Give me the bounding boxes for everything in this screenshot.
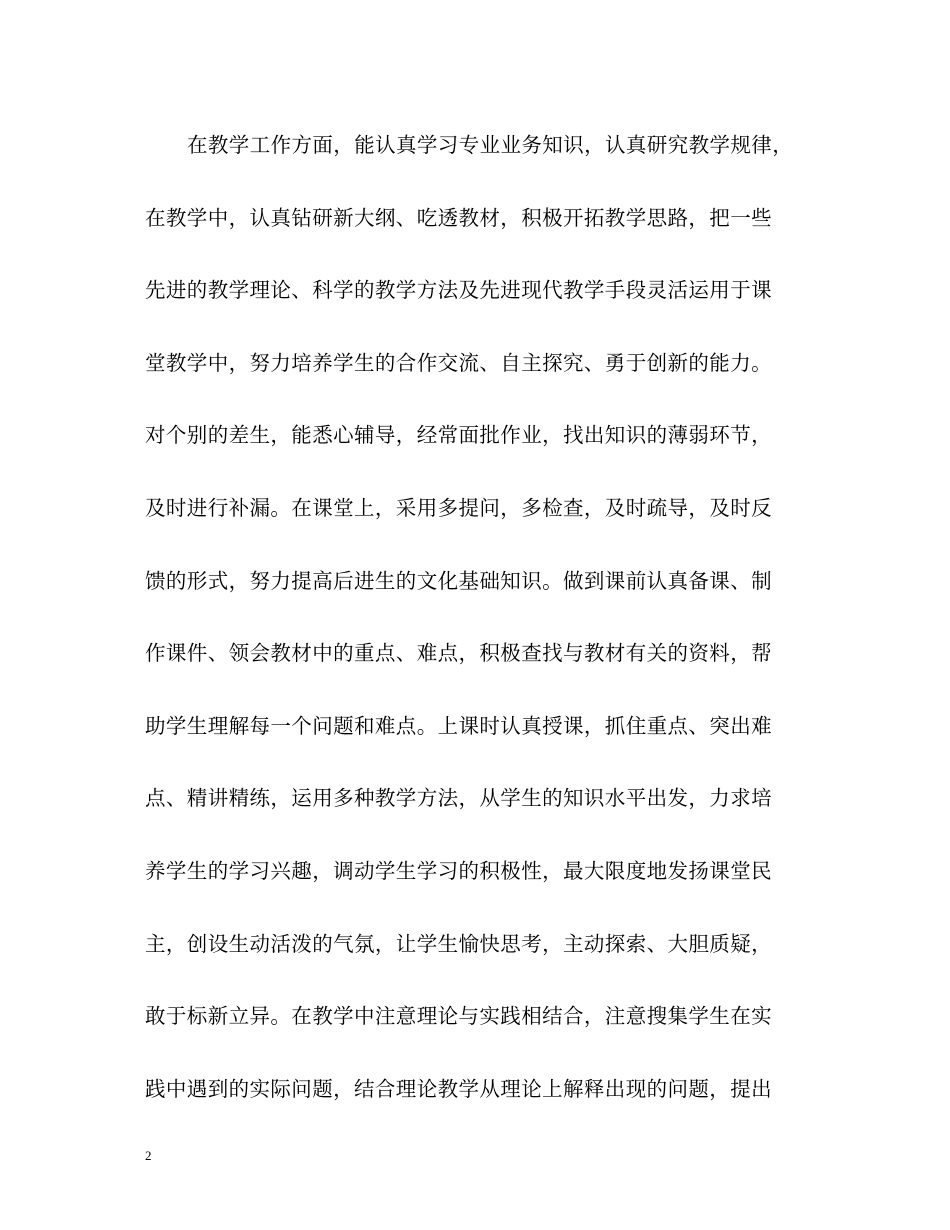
text-line: 敢于标新立异。在教学中注意理论与实践相结合，注意搜集学生在实	[145, 1004, 772, 1029]
text-line: 点、精讲精练，运用多种教学方法，从学生的知识水平出发，力求培	[145, 786, 772, 811]
text-line: 先进的教学理论、科学的教学方法及先进现代教学手段灵活运用于课	[145, 278, 772, 303]
text-line: 对个别的差生，能悉心辅导，经常面批作业，找出知识的薄弱环节，	[145, 423, 772, 448]
body-paragraph	[145, 125, 815, 1141]
text-line: 在教学工作方面，能认真学习专业业务知识，认真研究教学规律，	[187, 133, 794, 157]
text-line: 助学生理解每一个问题和难点。上课时认真授课，抓住重点、突出难	[145, 713, 772, 738]
text-line: 养学生的学习兴趣，调动学生学习的积极性，最大限度地发扬课堂民	[145, 858, 772, 883]
text-line: 馈的形式，努力提高后进生的文化基础知识。做到课前认真备课、制	[145, 568, 772, 593]
text-line: 践中遇到的实际问题，结合理论教学从理论上解释出现的问题，提出	[145, 1076, 772, 1101]
text-line: 及时进行补漏。在课堂上，采用多提问，多检查，及时疏导，及时反	[145, 495, 772, 520]
text-line: 堂教学中，努力培养学生的合作交流、自主探究、勇于创新的能力。	[145, 350, 772, 375]
text-line: 作课件、领会教材中的重点、难点，积极查找与教材有关的资料，帮	[145, 641, 772, 666]
text-line: 在教学中，认真钻研新大纲、吃透教材，积极开拓教学思路，把一些	[145, 205, 772, 230]
page-number: 2	[145, 1148, 152, 1163]
text-line: 主，创设生动活泼的气氛，让学生愉快思考，主动探索、大胆质疑，	[145, 931, 772, 956]
